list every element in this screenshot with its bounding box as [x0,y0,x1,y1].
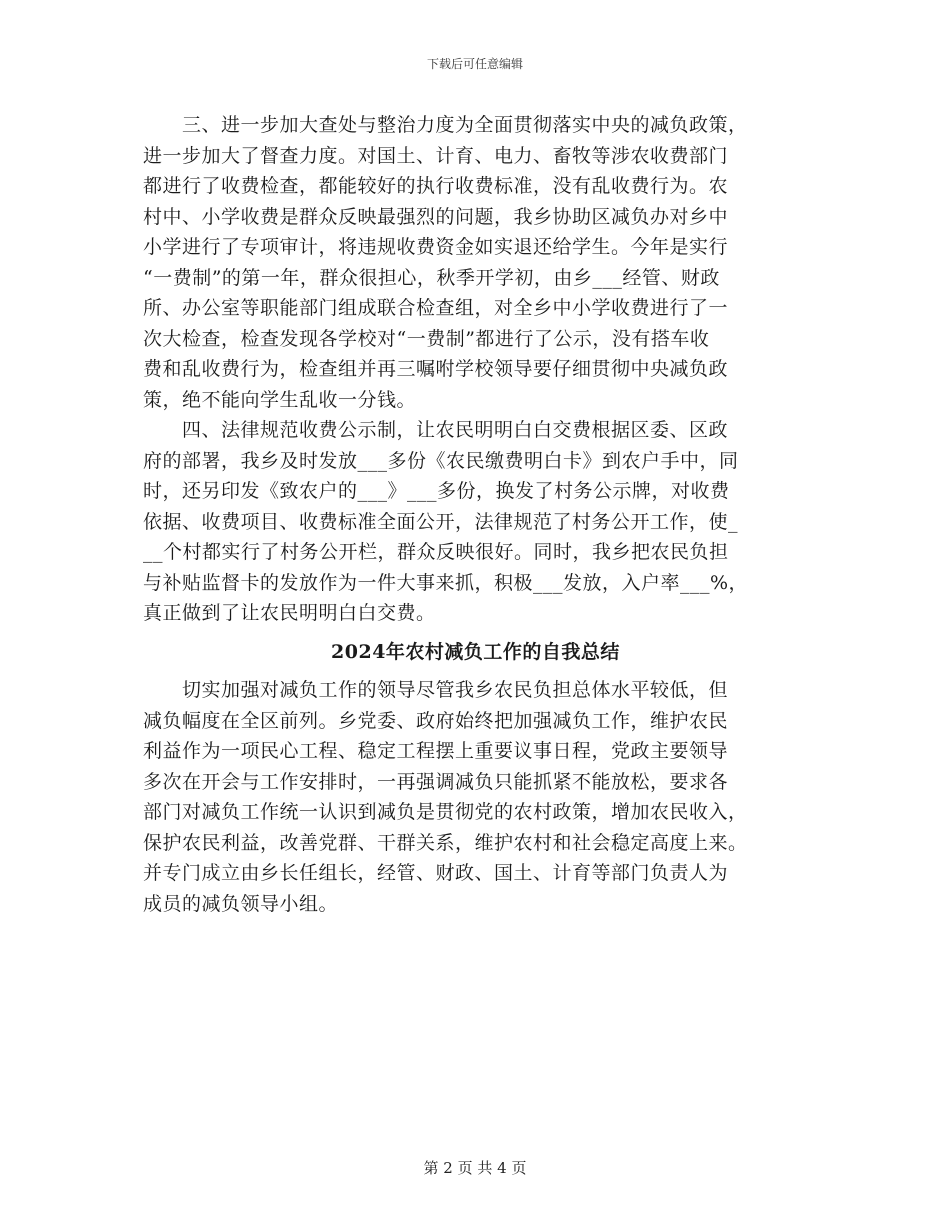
text-line: 村中、小学收费是群众反映最强烈的问题，我乡协助区减负办对乡中 [143,205,729,228]
text-line: 真正做到了让农民明明白白交费。 [143,602,436,624]
header-note: 下载后可任意编辑 [426,57,523,71]
text-line: 次大检查，检查发现各学校对“一费制”都进行了公示，没有搭车收 [143,327,710,350]
paragraph-section-four [143,415,808,629]
text-line: 与补贴监督卡的发放作为一件大事来抓，积极___发放，入户率___%， [143,571,749,594]
text-line: 费和乱收费行为，检查组并再三嘱咐学校领导要仔细贯彻中央减负政 [143,358,729,380]
text-line: 保护农民利益，改善党群、干群关系，维护农村和社会稳定高度上来。 [143,831,748,854]
text-line: 切实加强对减负工作的领导尽管我乡农民负担总体水平较低，但 [143,679,729,701]
text-line: 部门对减负工作统一认识到减负是贯彻党的农村政策，增加农民收入， [143,801,748,823]
text-line: 策，绝不能向学生乱收一分钱。 [143,388,417,411]
text-line: 四、法律规范收费公示制，让农民明明白白交费根据区委、区政 [143,419,729,441]
text-line: 所、办公室等职能部门组成联合检查组，对全乡中小学收费进行了一 [143,297,729,319]
text-line: 依据、收费项目、收费标准全面公开，法律规范了村务公开工作，使_ [143,510,739,533]
text-line: 府的部署，我乡及时发放___多份《农民缴费明白卡》到农户手中，同 [143,449,739,472]
text-line: 都进行了收费检查，都能较好的执行收费标准，没有乱收费行为。农 [143,175,729,197]
document-title: 2024年农村减负工作的自我总结 [331,640,620,663]
text-line: 时，还另印发《致农户的___》___多份，换发了村务公示牌，对收费 [143,480,730,502]
text-line: 并专门成立由乡长任组长，经管、财政、国土、计育等部门负责人为 [143,862,729,884]
text-line: 进一步加大了督查力度。对国土、计育、电力、畜牧等涉农收费部门 [143,144,729,167]
text-line: “一费制”的第一年，群众很担心，秋季开学初，由乡___经管、财政 [143,266,720,289]
text-line: 三、进一步加大查处与整治力度为全面贯彻落实中央的减负政策， [143,114,748,136]
paragraph-section-three [143,110,808,415]
text-line: __个村都实行了村务公开栏，群众反映很好。同时，我乡把农民负担 [143,541,729,563]
text-line: 多次在开会与工作安排时，一再强调减负只能抓紧不能放松，要求各 [143,770,729,793]
text-line: 利益作为一项民心工程、稳定工程摆上重要议事日程，党政主要领导 [143,740,729,762]
text-line: 成员的减负领导小组。 [143,892,339,915]
document-body [143,110,808,919]
text-line: 减负幅度在全区前列。乡党委、政府始终把加强减负工作，维护农民 [143,709,729,732]
text-line: 小学进行了专项审计，将违规收费资金如实退还给学生。今年是实行 [143,236,729,258]
paragraph-summary [143,675,808,919]
page-number: 第 2 页 共 4 页 [423,1159,527,1177]
